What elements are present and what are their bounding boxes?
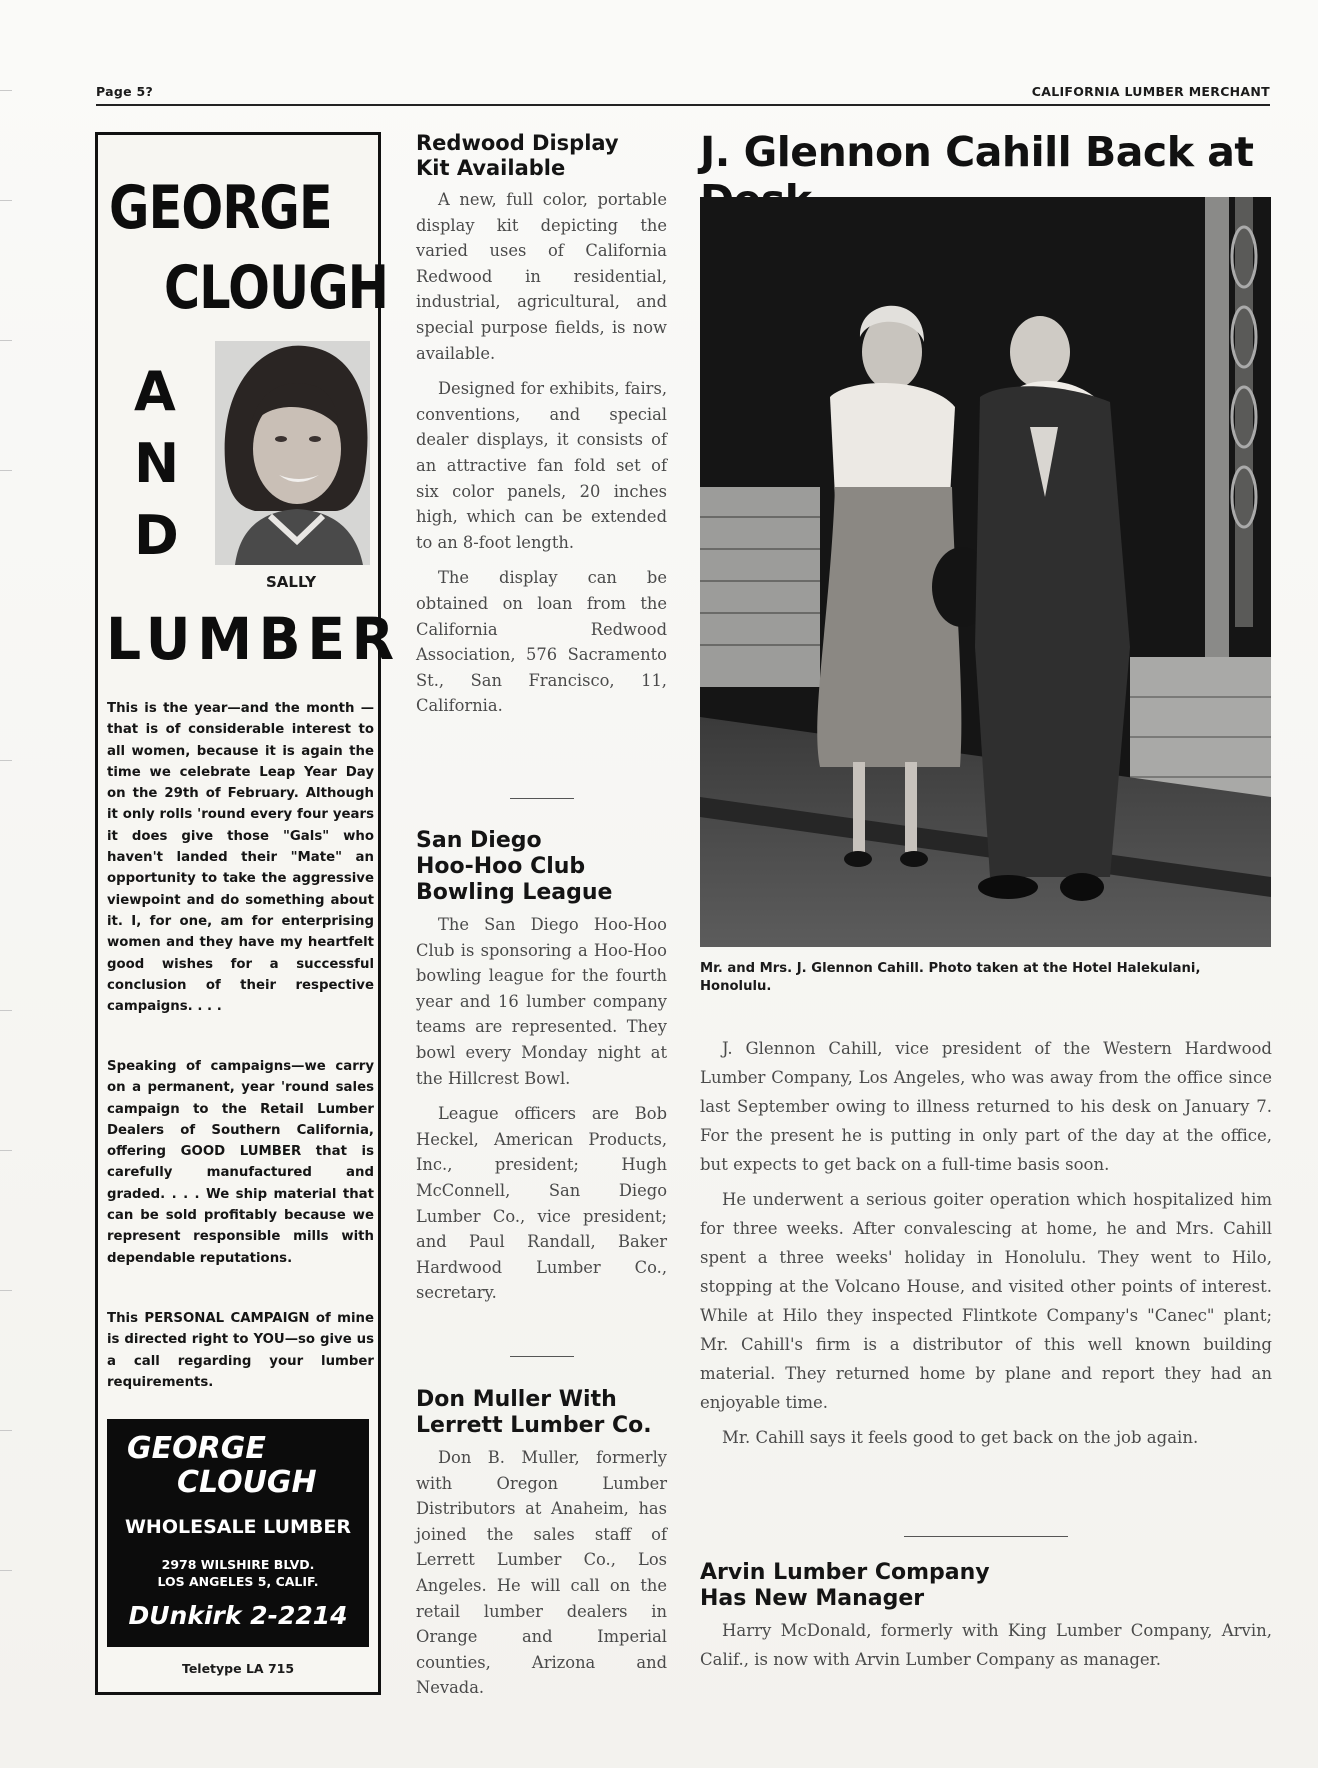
redwood-headline-line2: Kit Available [416, 156, 566, 180]
muller-headline-line1: Don Muller With [416, 1387, 617, 1412]
cahill-paragraph-2: He underwent a serious goiter operation which hospitalized him for three weeks. After convalescing at home, he and Mrs. Cahill spent a three weeks' holiday in Honolulu. They went to Hilo, stopping at the Volcano House, and visited other points of interest. While at Hilo they inspected Flintkote Company's "Canec" plant; Mr. Cahill's firm is a distributor of this well known building material. They returned home by plane and report they had an enjoyable time. [700, 1190, 1272, 1412]
ad-name-line2: CLOUGH [164, 253, 389, 323]
ad-and-letter-a: A [134, 360, 176, 423]
arvin-paragraph-1: Harry McDonald, formerly with King Lumber Company, Arvin, Calif., is now with Arvin Lumber Company as manager. [700, 1621, 1272, 1669]
article-redwood-display-kit [416, 131, 667, 719]
column-divider [904, 1536, 1068, 1537]
cahill-couple-photo [700, 197, 1271, 947]
muller-paragraph-1: Don B. Muller, formerly with Oregon Lumber Distributors at Anaheim, has joined the sales staff of Lerrett Lumber Co., Los Angeles. He will call on the retail lumber dealers in Orange and Imperial counties, Arizona and Nevada. [416, 1448, 667, 1698]
muller-headline-line2: Lerrett Lumber Co. [416, 1413, 652, 1438]
ad-and-letter-n: N [134, 432, 180, 495]
address-line2: LOS ANGELES 5, CALIF. [157, 1574, 319, 1589]
sandiego-paragraph-1: The San Diego Hoo-Hoo Club is sponsoring a Hoo-Hoo bowling league for the fourth year and 16 lumber company teams are represented. They bowl every Monday night at the Hillcrest Bowl. [416, 915, 667, 1088]
article-arvin-lumber [700, 1560, 1272, 1674]
publication-name: CALIFORNIA LUMBER MERCHANT [1031, 84, 1270, 99]
cahill-paragraph-1: J. Glennon Cahill, vice president of the Western Hardwood Lumber Company, Los Angeles, who was away from the office since last September owing to illness returned to his desk on January 7. For the present he is putting in only part of the day at the office, but expects to get back on a full-time basis soon. [700, 1039, 1272, 1174]
logo-george: GEORGE [127, 1431, 266, 1466]
article-cahill-body [700, 1034, 1272, 1452]
cahill-photo-caption: Mr. and Mrs. J. Glennon Cahill. Photo taken at the Hotel Halekulani, Honolulu. [700, 961, 1201, 994]
article-don-muller [416, 1387, 667, 1701]
ad-paragraph-campaigns: Speaking of campaigns—we carry on a permanent, year 'round sales campaign to the Retail Lumber Dealers of Southern California, offering GOOD LUMBER that is carefully manufactured and graded. . . . We ship material that can be sold profitably because we represent responsible mills with dependable reputations. [107, 1059, 374, 1266]
address-line1: 2978 WILSHIRE BLVD. [161, 1557, 315, 1572]
sally-portrait-photo [215, 341, 370, 565]
page-header [96, 82, 1270, 106]
logo-clough: CLOUGH [177, 1465, 317, 1500]
ad-paragraph-leap-year: This is the year—and the month —that is of considerable interest to all women, because it is again the time we celebrate Leap Year Day on the 29th of February. Although it only rolls 'round every four years it does give those "Gals" who haven't landed their "Mate" an opportunity to take the aggressive viewpoint and do something about it. I, for one, am for enterprising women and they have my heartfelt good wishes for a successful conclusion of their respective campaigns. . . . [107, 701, 374, 1015]
redwood-headline-line1: Redwood Display [416, 131, 619, 155]
arvin-headline-line2: Has New Manager [700, 1586, 925, 1611]
sandiego-headline-line3: Bowling League [416, 880, 613, 905]
cahill-paragraph-3: Mr. Cahill says it feels good to get back on the job again. [722, 1428, 1199, 1447]
muller-headline [416, 1387, 667, 1439]
redwood-headline [416, 131, 667, 181]
ad-logo-box [107, 1419, 369, 1647]
ad-name-line1: GEORGE [109, 173, 332, 243]
ad-lumber-heading: LUMBER [106, 605, 401, 673]
redwood-paragraph-1: A new, full color, portable display kit depicting the varied uses of California Redwood in residential, industrial, agricultural, and special purpose fields, is now available. [416, 190, 667, 363]
arvin-headline-line1: Arvin Lumber Company [700, 1560, 990, 1585]
sandiego-headline-line2: Hoo-Hoo Club [416, 854, 586, 879]
ad-and-letter-d: D [134, 504, 179, 567]
arvin-headline [700, 1560, 1272, 1612]
sandiego-headline-line1: San Diego [416, 828, 542, 853]
column-divider [510, 1356, 574, 1357]
cahill-headline: J. Glennon Cahill Back at [700, 128, 1254, 176]
george-clough-advertisement [95, 132, 401, 1695]
ad-paragraph-personal-campaign: This PERSONAL CAMPAIGN of mine is directed right to YOU—so give us a call regarding your lumber requirements. [107, 1311, 374, 1390]
phone-number: DUnkirk 2-2214 [128, 1601, 348, 1630]
teletype-number: Teletype LA 715 [181, 1661, 295, 1676]
redwood-paragraph-3: The display can be obtained on loan from the California Redwood Association, 576 Sacramento St., San Francisco, 11, California. [416, 568, 667, 716]
sandiego-paragraph-2: League officers are Bob Heckel, American Products, Inc., president; Hugh McConnell, San Diego Lumber Co., vice president; and Paul Randall, Baker Hardwood Lumber Co., secretary. [416, 1104, 667, 1303]
redwood-paragraph-2: Designed for exhibits, fairs, conventions, and special dealer displays, it consists of an attractive fan fold set of six color panels, 20 inches high, which can be extended to an 8-foot length. [416, 379, 667, 552]
sandiego-headline [416, 828, 667, 906]
column-divider [510, 798, 574, 799]
article-san-diego-bowling [416, 828, 667, 1306]
page-number: Page 5? [96, 84, 154, 99]
wholesale-lumber-label: WHOLESALE LUMBER [124, 1516, 352, 1538]
photo-caption-sally: SALLY [266, 573, 317, 591]
